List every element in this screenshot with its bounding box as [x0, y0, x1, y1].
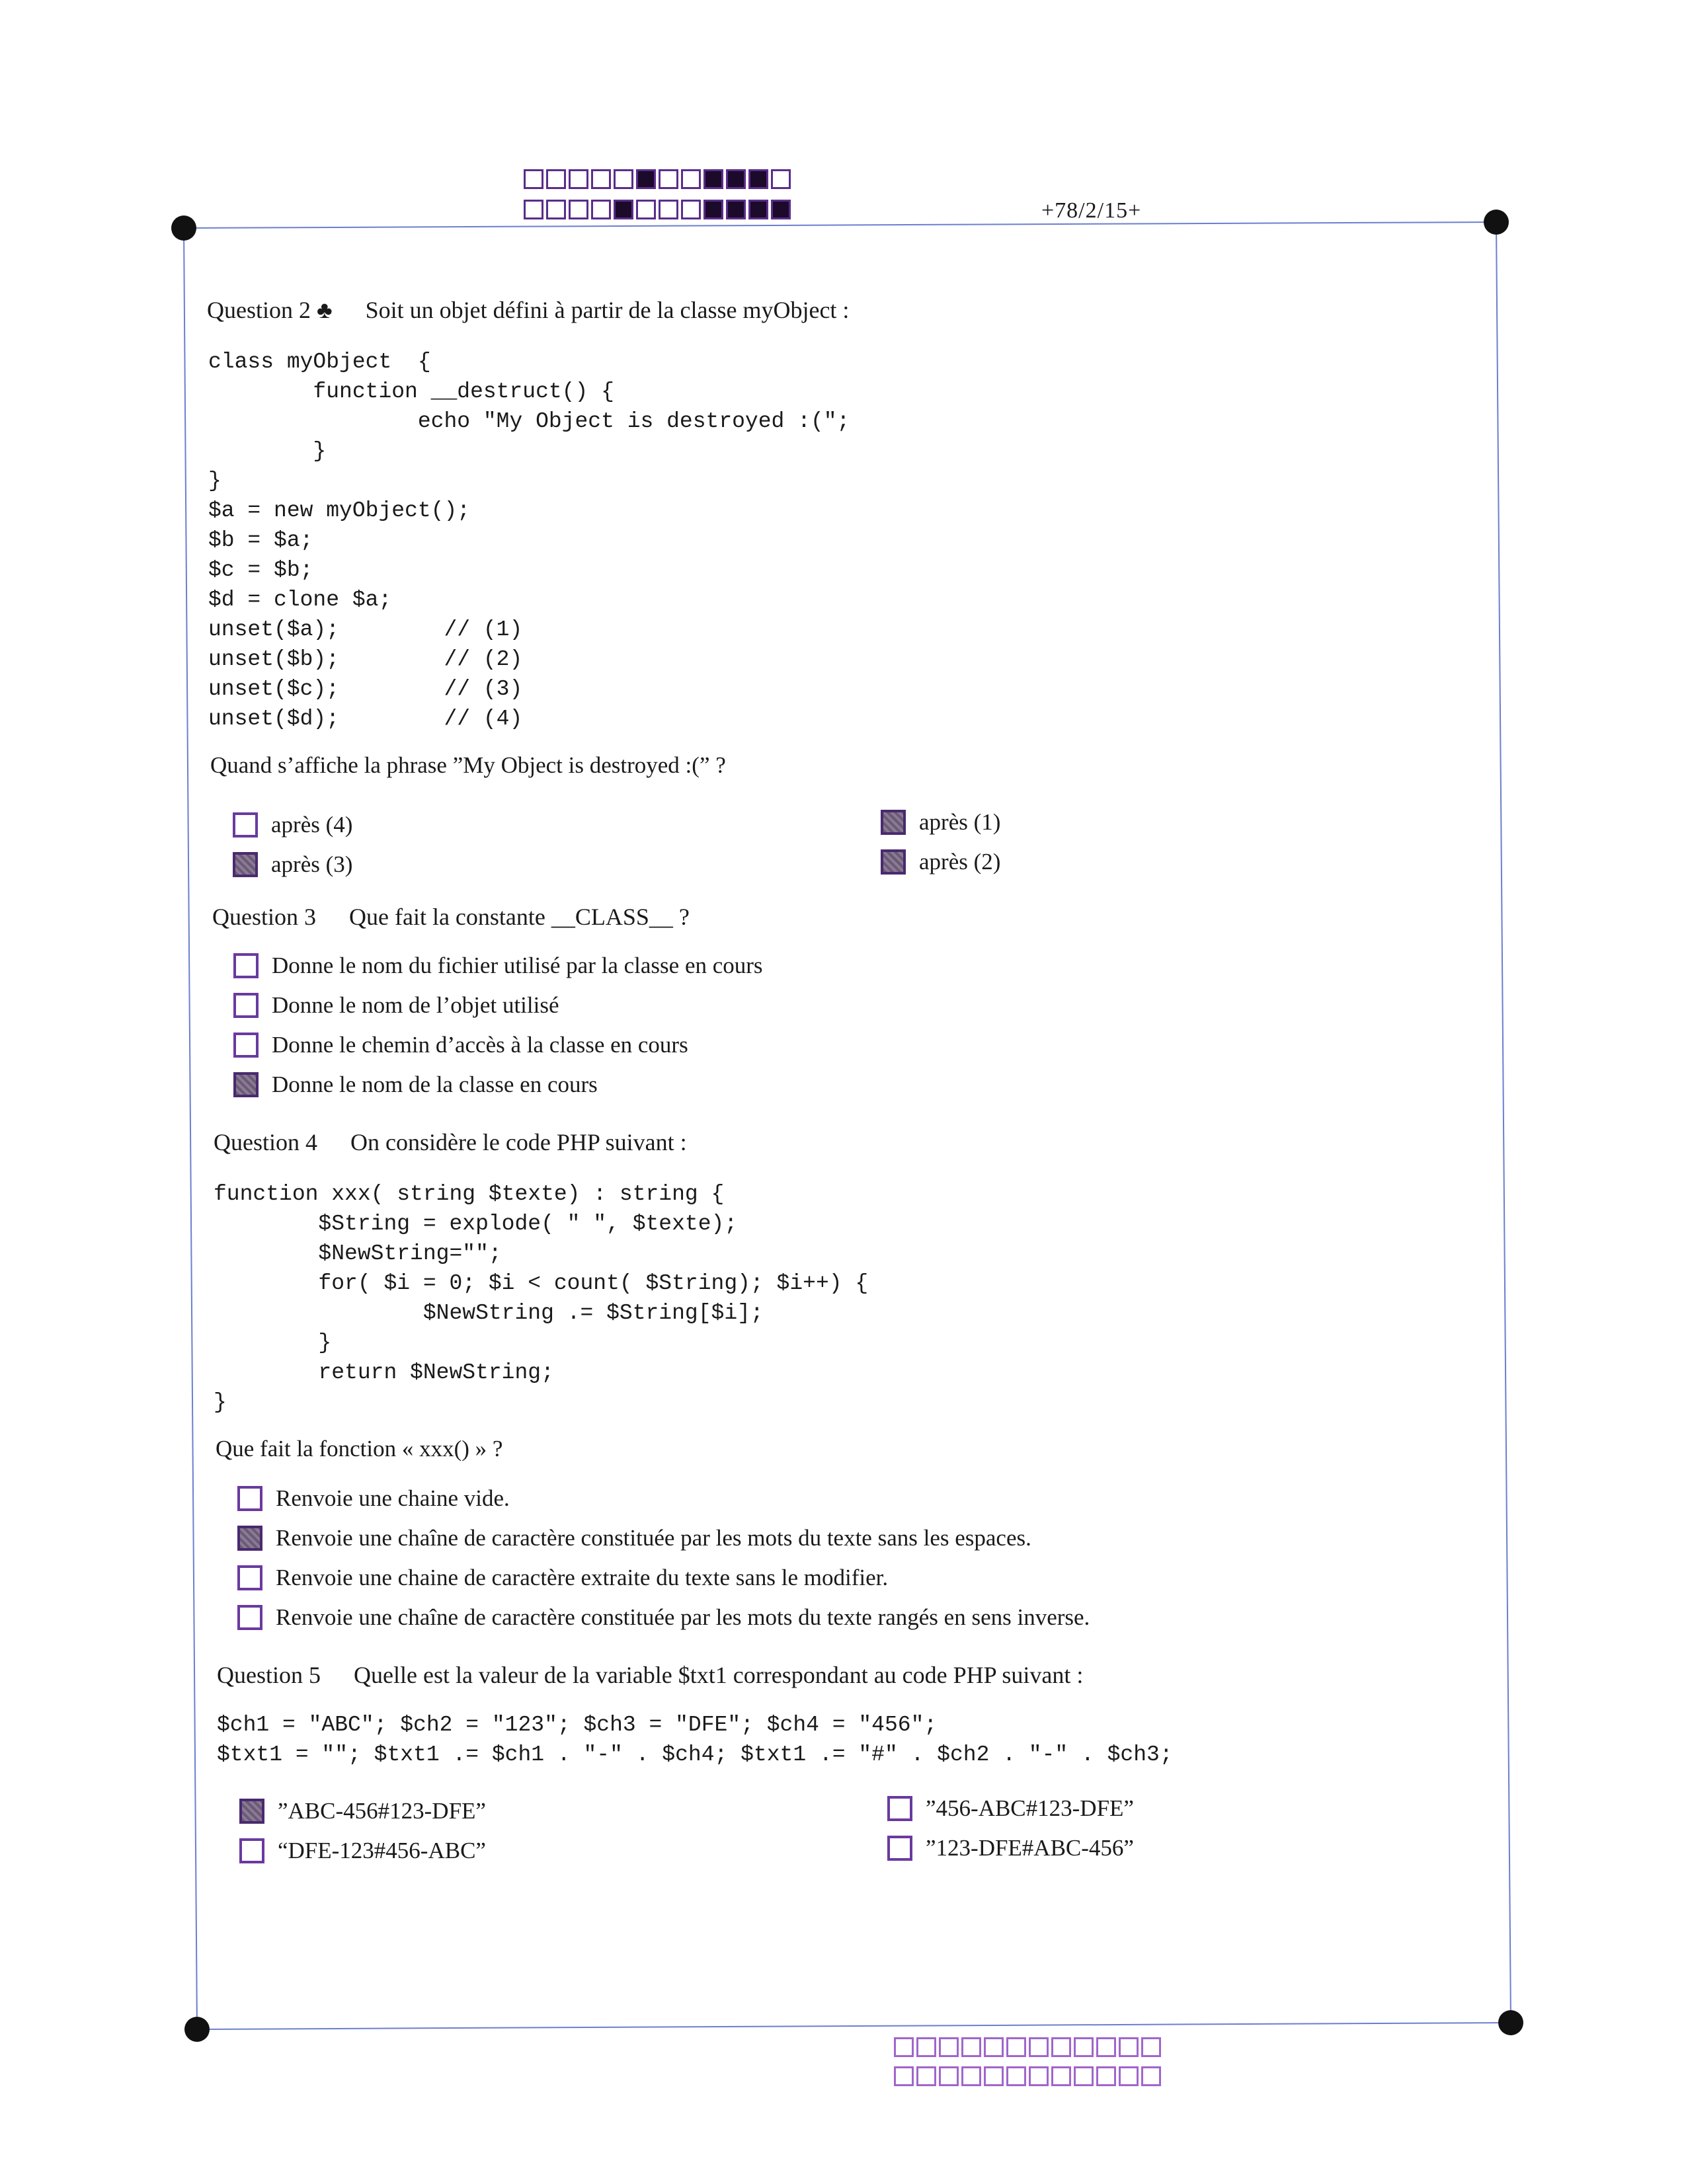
checkbox[interactable]: [237, 1486, 262, 1511]
option-label: Renvoie une chaîne de caractère constituée par les mots du texte sans les espaces.: [276, 1525, 1031, 1551]
option-label: Renvoie une chaine de caractère extraite du texte sans le modifier.: [276, 1565, 889, 1590]
question-2-question: Quand s’affiche la phrase ”My Object is destroyed :(” ?: [210, 752, 726, 778]
question-4-title: [214, 1128, 687, 1156]
q5-option-4[interactable]: [887, 1835, 1134, 1861]
question-2-prompt: Soit un objet défini à partir de la classe myObject :: [365, 297, 850, 323]
q3-option-1[interactable]: [233, 953, 763, 979]
corner-mark-top-left: [171, 215, 196, 241]
question-3-number: Question 3: [212, 904, 316, 930]
q5-option-1[interactable]: [239, 1798, 486, 1824]
question-4-question: Que fait la fonction « xxx() » ?: [216, 1436, 503, 1462]
question-2-number: Question 2 ♣: [207, 297, 333, 323]
checkbox-checked[interactable]: [237, 1526, 262, 1551]
q4-option-4[interactable]: [237, 1604, 1090, 1631]
option-label: après (3): [271, 851, 353, 877]
q4-option-3[interactable]: [237, 1565, 888, 1591]
question-4-prompt: On considère le code PHP suivant :: [350, 1129, 687, 1155]
question-5-title: [217, 1661, 1083, 1689]
option-label: Donne le chemin d’accès à la classe en cours: [272, 1032, 688, 1058]
q4-option-2[interactable]: [237, 1525, 1031, 1551]
question-4-number: Question 4: [214, 1129, 317, 1155]
bottom-code-row-2: [894, 2066, 1164, 2086]
q2-option-1[interactable]: [233, 812, 352, 838]
option-label: après (2): [919, 849, 1001, 875]
option-label: Renvoie une chaîne de caractère constituée par les mots du texte rangés en sens inverse.: [276, 1604, 1090, 1630]
corner-mark-bottom-right: [1498, 2010, 1523, 2035]
option-label: Donne le nom du fichier utilisé par la classe en cours: [272, 953, 763, 978]
checkbox[interactable]: [233, 812, 258, 838]
checkbox[interactable]: [887, 1796, 912, 1821]
question-2-title: [207, 296, 849, 324]
checkbox[interactable]: [887, 1836, 912, 1861]
bottom-code-row-1: [894, 2037, 1164, 2057]
question-5-number: Question 5: [217, 1662, 321, 1688]
option-label: ”ABC-456#123-DFE”: [278, 1798, 486, 1824]
question-2-code: class myObject { function __destruct() { echo "My Object is destroyed :("; } } $a = new myObject(); $b = $a; $c = $b; $d = clone $a; unset($a); // (1) unset($b); // (2) unset($c); // (3) unset($d); // (4): [208, 350, 850, 731]
q4-option-1[interactable]: [237, 1485, 510, 1512]
checkbox[interactable]: [233, 993, 259, 1018]
q3-option-2[interactable]: [233, 992, 559, 1019]
checkbox-checked[interactable]: [239, 1799, 264, 1824]
checkbox-checked[interactable]: [233, 1072, 259, 1097]
option-label: Donne le nom de la classe en cours: [272, 1072, 598, 1097]
page-id: +78/2/15+: [1041, 198, 1142, 223]
option-label: après (1): [919, 809, 1001, 835]
question-3-title: [212, 903, 690, 931]
question-3-prompt: Que fait la constante __CLASS__ ?: [349, 904, 690, 930]
option-label: ”456-ABC#123-DFE”: [926, 1795, 1134, 1821]
q5-option-2[interactable]: [239, 1838, 486, 1864]
checkbox-checked[interactable]: [881, 849, 906, 875]
checkbox-checked[interactable]: [881, 810, 906, 835]
option-label: après (4): [271, 812, 353, 838]
top-code-row-1: [524, 169, 793, 189]
option-label: “DFE-123#456-ABC”: [278, 1838, 486, 1863]
checkbox[interactable]: [233, 953, 259, 978]
question-5-prompt: Quelle est la valeur de la variable $txt1 correspondant au code PHP suivant :: [354, 1662, 1084, 1688]
question-5-code: $ch1 = "ABC"; $ch2 = "123"; $ch3 = "DFE"; $ch4 = "456"; $txt1 = ""; $txt1 .= $ch1 . "-" . $ch4; $txt1 .= "#" . $ch2 . "-" . $ch3;: [217, 1713, 1173, 1767]
q3-option-3[interactable]: [233, 1032, 688, 1058]
checkbox[interactable]: [233, 1033, 259, 1058]
q3-option-4[interactable]: [233, 1072, 598, 1098]
checkbox[interactable]: [237, 1605, 262, 1630]
option-label: Renvoie une chaine vide.: [276, 1485, 510, 1511]
option-label: Donne le nom de l’objet utilisé: [272, 992, 559, 1018]
q2-option-4[interactable]: [881, 849, 1000, 875]
corner-mark-top-right: [1484, 210, 1509, 235]
q5-option-3[interactable]: [887, 1795, 1134, 1822]
q2-option-3[interactable]: [881, 809, 1000, 836]
top-code-row-2: [524, 200, 793, 219]
q2-option-2[interactable]: [233, 851, 352, 878]
checkbox[interactable]: [239, 1838, 264, 1863]
question-4-code: function xxx( string $texte) : string { $String = explode( " ", $texte); $NewString=""; for( $i = 0; $i < count( $String); $i++) { $NewString .= $String[$i]; } return $NewString; }: [214, 1182, 869, 1415]
checkbox-checked[interactable]: [233, 852, 258, 877]
option-label: ”123-DFE#ABC-456”: [926, 1835, 1134, 1861]
checkbox[interactable]: [237, 1565, 262, 1590]
corner-mark-bottom-left: [184, 2017, 210, 2042]
